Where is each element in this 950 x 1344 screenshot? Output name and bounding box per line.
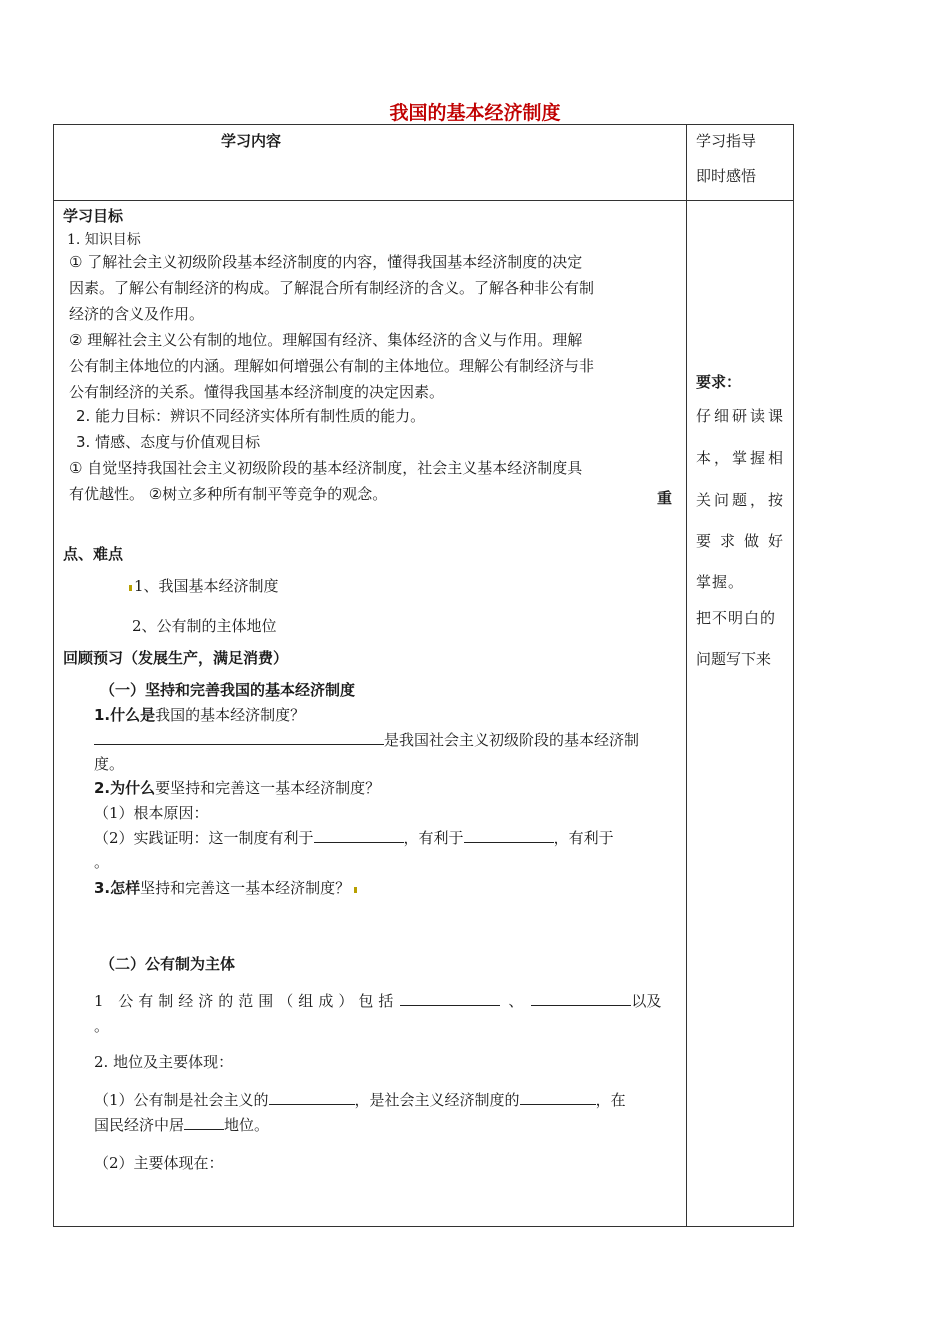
ability-goal: 2. 能力目标：辨识不同经济实体所有制性质的能力。 [76,407,426,425]
knowledge-1-line3: 经济的含义及作用。 [69,305,205,323]
emotion-line2: 有优越性。 ②树立多种所有制平等竞争的观念。 [69,485,388,503]
goals-heading: 学习目标 [63,207,124,225]
knowledge-2-line1: ② 理解社会主义公有制的地位。理解国有经济、集体经济的含义与作用。理解 [69,331,583,349]
emotion-line1: ① 自觉坚持我国社会主义初级阶段的基本经济制度，社会主义基本经济制度具 [69,459,583,477]
requirement-line-3: 关问题，按 [696,491,787,509]
question-3-text: 坚持和完善这一基本经济制度？ [140,879,351,897]
section-2-q1-text2: 、 [508,992,524,1010]
question-2-a: （1）根本原因： [94,804,209,822]
requirement-line-5: 掌握。 [696,573,745,591]
question-2-text: 要坚持和完善这一基本经济制度？ [155,779,381,797]
key-heading-part2: 点、难点 [63,545,124,563]
feel-header: 即时感悟 [696,167,757,185]
knowledge-2-line3: 公有制经济的关系。懂得我国基本经济制度的决定因素。 [69,383,445,401]
requirement-label: 要求： [696,373,742,391]
question-1-answer-text: 是我国社会主义初级阶段的基本经济制 [384,731,640,749]
key-item-2: 2、公有制的主体地位 [132,617,277,635]
knowledge-1-line2: 因素。了解公有制经济的构成。了解混合所有制经济的含义。了解各种非公有制 [69,279,595,297]
answer-blank[interactable] [520,1090,596,1105]
section-2-q1-tail: 。 [94,1017,110,1035]
section-2-q2a-text1: （1）公有制是社会主义的 [94,1091,269,1109]
section-2-q2a-text3: ，在 [595,1091,626,1109]
question-1 [94,704,305,725]
answer-blank[interactable] [531,991,631,1006]
question-3 [94,877,359,898]
key-heading-part1: 重 [657,489,673,507]
question-2-b-text3: ，有利于 [553,829,614,847]
answer-blank[interactable] [184,1115,224,1130]
review-heading: 回顾预习（发展生产，满足消费） [63,649,289,667]
emotion-goal: 3. 情感、态度与价值观目标 [76,433,261,451]
answer-blank[interactable] [400,991,500,1006]
header-divider [54,200,793,201]
section-2-question-2b: （2）主要体现在： [94,1154,224,1172]
requirement-line-4: 要求做好 [696,532,793,550]
column-divider [686,125,687,1226]
question-1-lead: 1.什么是 [94,706,156,724]
section-2-q1-text1: 1 公有制经济的范围（组成）包括 [94,992,399,1010]
knowledge-goal: 1. 知识目标 [67,232,141,248]
worksheet-table [53,124,794,1227]
knowledge-2-line2: 公有制主体地位的内涵。理解如何增强公有制的主体地位。理解公有制经济与非 [69,357,595,375]
question-2-b-tail: 。 [94,853,110,871]
requirement-line-1: 仔细研读课 [696,407,787,425]
question-2-b-text1: （2）实践证明：这一制度有利于 [94,829,314,847]
knowledge-1-line1: ① 了解社会主义初级阶段基本经济制度的内容，懂得我国基本经济制度的决定 [69,253,583,271]
section-2-question-1 [94,990,661,1011]
answer-blank[interactable] [269,1090,355,1105]
section-2-heading: （二）公有制为主体 [100,955,236,973]
section-2-q2a-text2: ，是社会主义经济制度的 [354,1091,520,1109]
requirement-line-7: 问题写下来 [696,650,772,668]
question-2-b [94,827,614,848]
answer-blank[interactable] [314,828,404,843]
content-header: 学习内容 [221,132,282,150]
question-3-lead: 3.怎样 [94,879,141,897]
section-2-q2a-text5: 地位。 [224,1116,270,1134]
page-title: 我国的基本经济制度 [389,102,561,124]
question-2-b-text2: ，有利于 [403,829,464,847]
section-2-question-2: 2. 地位及主要体现： [94,1053,234,1071]
section-2-q1-text3: 以及 [631,992,662,1010]
section-2-question-2a [94,1089,626,1110]
requirement-line-2: 本，掌握相 [696,449,787,467]
answer-blank[interactable] [94,730,384,745]
section-2-q2a-text4: 国民经济中居 [94,1116,185,1134]
section-2-question-2a-cont [94,1114,269,1135]
answer-blank[interactable] [464,828,554,843]
question-2-lead: 2.为什么 [94,779,156,797]
marker-dot [354,887,357,893]
question-1-text: 我国的基本经济制度？ [155,706,306,724]
question-2 [94,777,380,798]
section-1-heading: （一）坚持和完善我国的基本经济制度 [100,681,356,699]
key-item-1 [129,575,279,596]
question-1-answer [94,729,639,750]
marker-dot [129,585,132,591]
key-item-1-text: 1、我国基本经济制度 [134,577,279,595]
guide-header: 学习指导 [696,132,757,150]
requirement-line-6: 把不明白的 [696,609,777,627]
question-1-answer-tail: 度。 [94,755,125,773]
